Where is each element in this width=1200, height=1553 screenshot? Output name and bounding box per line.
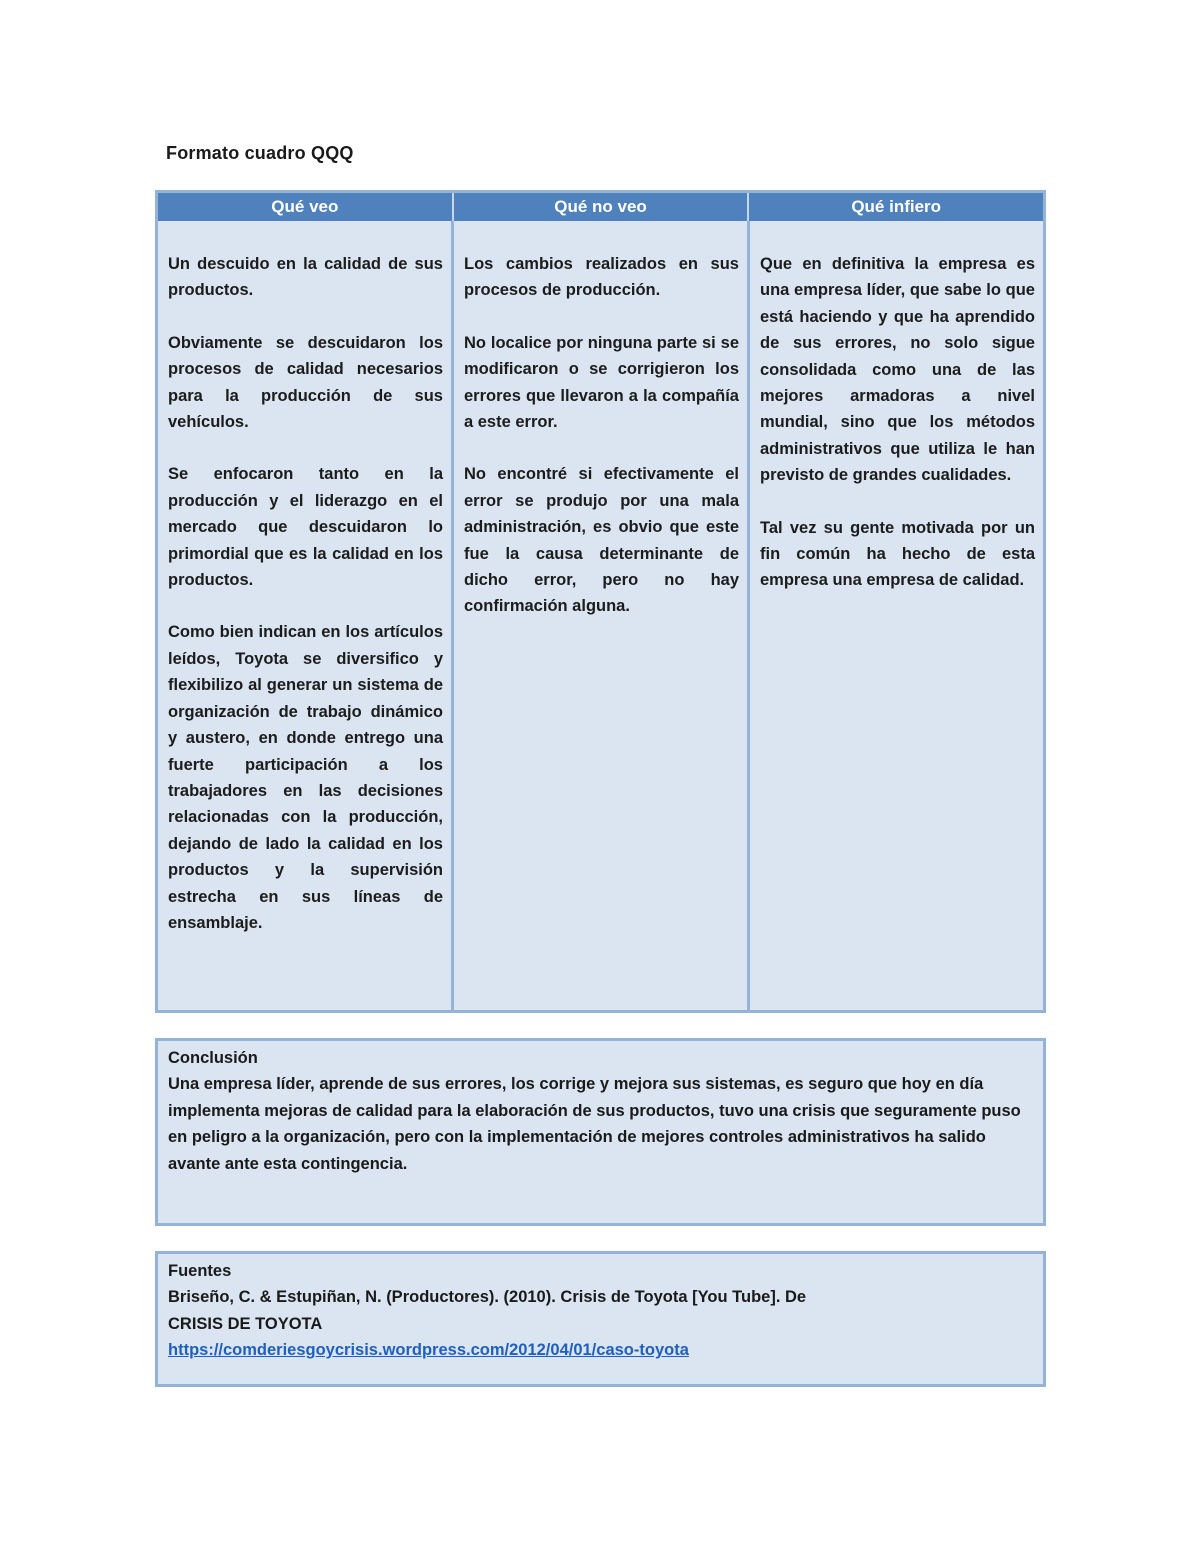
column-que-veo <box>158 221 451 1010</box>
sources-box <box>155 1251 1046 1387</box>
paragraph: Obviamente se descuidaron los procesos de calidad necesarios para la producción de sus vehículos. <box>168 333 443 432</box>
qqq-table <box>155 190 1046 1013</box>
source-link[interactable]: https://comderiesgoycrisis.wordpress.com/2012/04/01/caso-toyota <box>168 1341 689 1360</box>
header-que-infiero: Qué infiero <box>747 193 1043 221</box>
table-body <box>158 221 1043 1010</box>
conclusion-label: Conclusión <box>168 1049 258 1067</box>
paragraph: Un descuido en la calidad de sus productos. <box>168 255 443 300</box>
paragraph: Tal vez su gente motivada por un fin común ha hecho de esta empresa una empresa de calidad. <box>760 518 1035 590</box>
column-que-infiero <box>747 221 1043 1010</box>
paragraph: Se enfocaron tanto en la producción y el liderazgo en el mercado que descuidaron lo primordial que es la calidad en los productos. <box>168 465 443 590</box>
paragraph: Que en definitiva la empresa es una empresa líder, que sabe lo que está haciendo y que ha aprendido de sus errores, no solo sigue consolidada como una de las mejores armadoras a nivel mundial, sino que los métodos administrativos que utiliza le han previsto de grandes cualidades. <box>760 255 1035 485</box>
conclusion-text: Una empresa líder, aprende de sus errores, los corrige y mejora sus sistemas, es seguro que hoy en día implementa mejoras de calidad para la elaboración de sus productos, tuvo una crisis que seguramente puso en peligro a la organización, pero con la implementación de mejores controles administrativos ha salido avante ante esta contingencia. <box>168 1075 1021 1173</box>
paragraph: Los cambios realizados en sus procesos de producción. <box>464 255 739 300</box>
column-que-no-veo <box>451 221 747 1010</box>
header-que-veo: Qué veo <box>271 197 339 216</box>
page-title: Formato cuadro QQQ <box>166 143 354 163</box>
conclusion-box <box>155 1038 1046 1226</box>
source-title: CRISIS DE TOYOTA <box>168 1314 323 1333</box>
header-que-no-veo: Qué no veo <box>452 193 748 221</box>
paragraph: No localice por ninguna parte si se modificaron o se corrigieron los errores que llevaron a la compañía a este error. <box>464 333 739 432</box>
source-citation: Briseño, C. & Estupiñan, N. (Productores). (2010). Crisis de Toyota [You Tube]. De <box>168 1288 807 1307</box>
sources-label: Fuentes <box>168 1262 232 1280</box>
paragraph: Como bien indican en los artículos leídos, Toyota se diversifico y flexibilizo al generar un sistema de organización de trabajo dinámico y austero, en donde entrego una fuerte participación a los trabajadores en las decisiones relacionadas con la producción, dejando de lado la calidad en los productos y la supervisión estrecha en sus líneas de ensamblaje. <box>168 623 443 932</box>
table-header-row <box>158 193 1043 221</box>
paragraph: No encontré si efectivamente el error se produjo por una mala administración, es obvio que este fue la causa determinante de dicho error, pero no hay confirmación alguna. <box>464 465 739 616</box>
